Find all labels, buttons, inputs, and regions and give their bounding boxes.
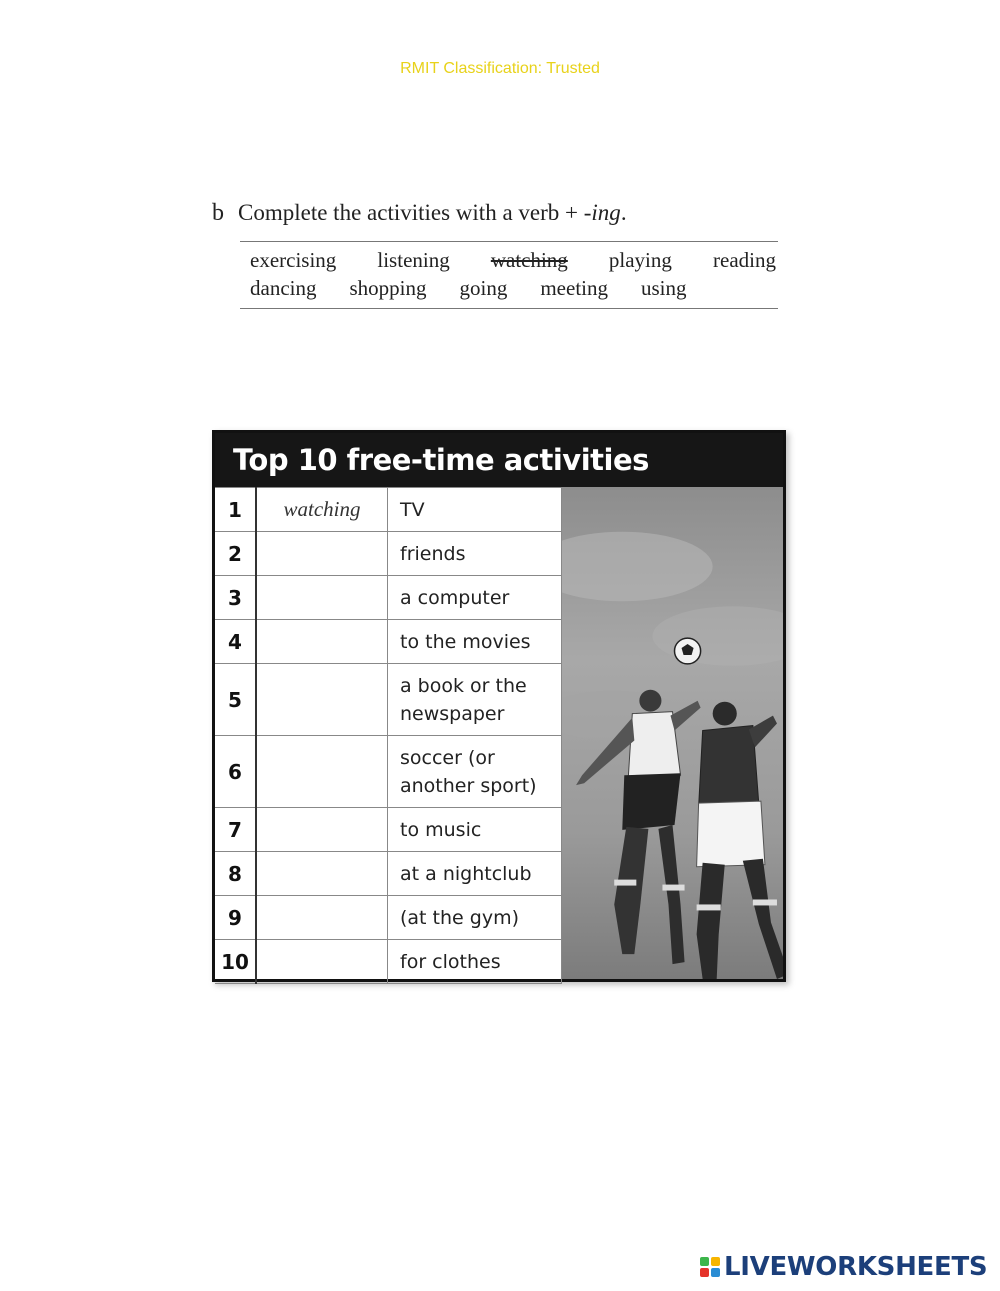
classification-label: RMIT Classification: Trusted: [400, 60, 600, 77]
word-going: going: [459, 276, 508, 300]
activity-phrase: a book or the newspaper: [388, 664, 562, 736]
activity-phrase: for clothes: [388, 940, 562, 984]
word-dancing: dancing: [250, 276, 317, 300]
word-reading: reading: [713, 248, 776, 272]
instruction-text: [238, 200, 627, 226]
activity-phrase: friends: [388, 532, 562, 576]
instruction-ing: -ing: [583, 200, 621, 225]
row-number: 8: [215, 852, 256, 896]
soccer-players-photo: [562, 487, 783, 979]
exercise-letter: b: [212, 200, 224, 226]
table-row: [215, 808, 562, 852]
liveworksheets-logo-icon: [700, 1257, 720, 1277]
soccer-players-icon: [562, 487, 783, 979]
row-number: 2: [215, 532, 256, 576]
table-row: [215, 488, 562, 532]
activity-phrase: (at the gym): [388, 896, 562, 940]
table-row: [215, 620, 562, 664]
answer-blank[interactable]: [256, 532, 388, 576]
table-row: [215, 896, 562, 940]
row-number: 3: [215, 576, 256, 620]
word-row-1: [240, 246, 778, 274]
activity-phrase: to the movies: [388, 620, 562, 664]
instruction-post: .: [620, 200, 627, 225]
activities-table-panel: [212, 430, 786, 982]
table-row: [215, 940, 562, 984]
logo-square-4: [711, 1268, 720, 1277]
table-row: [215, 852, 562, 896]
answer-blank[interactable]: [256, 736, 388, 808]
answer-blank[interactable]: [256, 852, 388, 896]
activity-phrase: at a nightclub: [388, 852, 562, 896]
table-row: [215, 664, 562, 736]
answer-blank[interactable]: [256, 940, 388, 984]
row-number: 5: [215, 664, 256, 736]
activity-phrase: soccer (or another sport): [388, 736, 562, 808]
table-title: Top 10 free-time activities: [215, 433, 783, 487]
word-playing: playing: [608, 248, 672, 272]
table-row: [215, 576, 562, 620]
liveworksheets-brand[interactable]: [700, 1252, 987, 1282]
brand-text: LIVEWORKSHEETS: [724, 1252, 988, 1282]
activity-phrase: a computer: [388, 576, 562, 620]
answer-blank[interactable]: [256, 620, 388, 664]
instruction-pre: Complete the activities with a verb +: [238, 200, 584, 225]
row-number: 9: [215, 896, 256, 940]
row-number: 1: [215, 488, 256, 532]
exercise-b: [212, 200, 782, 309]
activity-phrase: TV: [388, 488, 562, 532]
word-box: [240, 241, 778, 309]
table-row: [215, 736, 562, 808]
word-watching: watching: [490, 248, 568, 272]
row-number: 10: [215, 940, 256, 984]
answer-blank[interactable]: [256, 896, 388, 940]
word-row-2: [240, 274, 778, 302]
logo-square-2: [711, 1257, 720, 1266]
row-number: 6: [215, 736, 256, 808]
instruction: [212, 200, 782, 227]
table-row: [215, 532, 562, 576]
answer-blank[interactable]: [256, 664, 388, 736]
word-shopping: shopping: [349, 276, 427, 300]
word-exercising: exercising: [250, 248, 337, 272]
word-using: using: [641, 276, 687, 300]
activity-phrase: to music: [388, 808, 562, 852]
answer-blank[interactable]: [256, 576, 388, 620]
activities-table: [215, 487, 562, 984]
logo-square-1: [700, 1257, 709, 1266]
logo-square-3: [700, 1268, 709, 1277]
row-number: 4: [215, 620, 256, 664]
word-meeting: meeting: [540, 276, 608, 300]
word-listening: listening: [377, 248, 450, 272]
answer-blank[interactable]: [256, 808, 388, 852]
answer-blank[interactable]: watching: [256, 488, 388, 532]
row-number: 7: [215, 808, 256, 852]
